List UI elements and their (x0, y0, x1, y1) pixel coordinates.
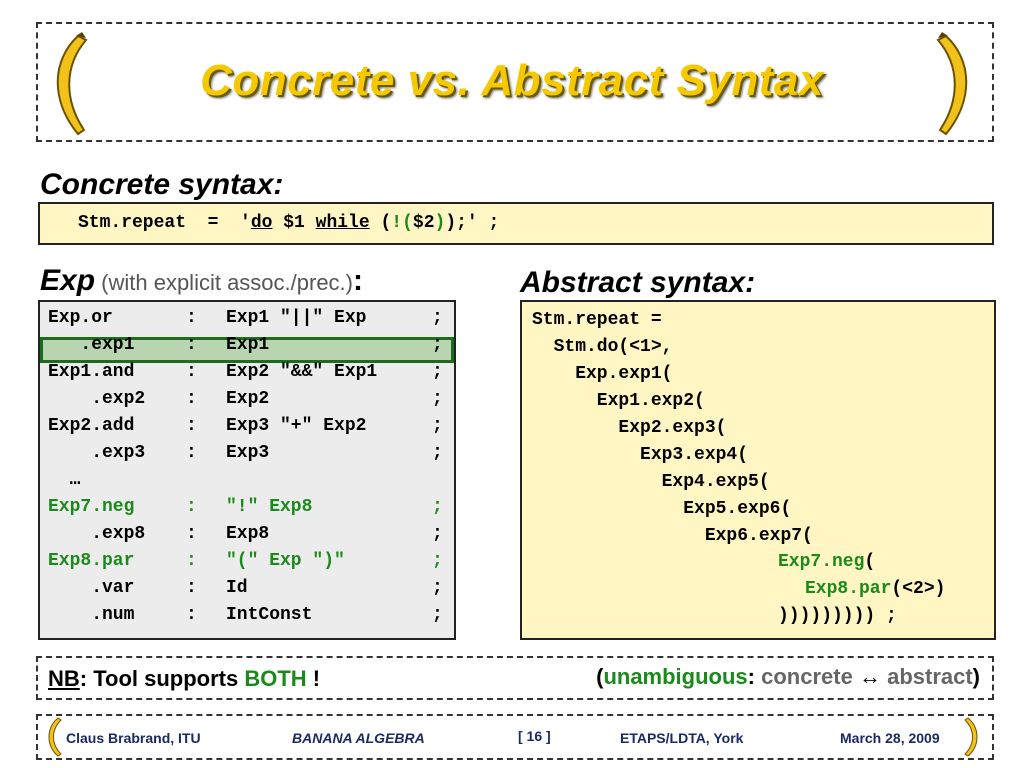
abstract-line: Exp1.exp2( (532, 391, 705, 411)
footer-left-banana-icon (42, 716, 64, 758)
grammar-row-rhs: "(" Exp ")" (226, 551, 345, 571)
paren-open: ( (596, 664, 604, 689)
grammar-row-label: .exp3 (48, 443, 146, 463)
grammar-row-rhs: Exp2 "&&" Exp1 (226, 362, 378, 382)
grammar-row-sep: : (186, 362, 197, 382)
footer-author: Claus Brabrand, ITU (66, 730, 201, 746)
grammar-row-label: Exp.or (48, 308, 113, 328)
abstract-closing-line: ))))))))) ; (778, 606, 897, 626)
abstract-line: Exp5.exp6( (532, 499, 792, 519)
footer-venue: ETAPS/LDTA, York (620, 730, 744, 746)
concrete-heading: Concrete syntax: (40, 168, 284, 201)
par-args: (<2>) (891, 579, 946, 599)
abstract-line: Exp.exp1( (532, 364, 673, 384)
abstract-line: Exp3.exp4( (532, 445, 749, 465)
grammar-row-rhs: Id (226, 578, 248, 598)
grammar-row-sep: : (186, 443, 197, 463)
grammar-row-end: ; (432, 605, 443, 625)
do-keyword: do (250, 213, 273, 233)
grammar-row-sep: : (186, 551, 197, 571)
nb-line (48, 666, 320, 692)
exp-heading (40, 264, 363, 298)
grammar-row-end: ; (432, 551, 443, 571)
grammar-row-end: ; (432, 416, 443, 436)
grammar-row-rhs: Exp2 (226, 389, 270, 409)
grammar-row-label: Exp2.add (48, 416, 135, 436)
colon-text: : (747, 664, 762, 689)
abstract-line: Exp2.exp3( (532, 418, 727, 438)
grammar-row-sep: : (186, 605, 197, 625)
grammar-row-label: .exp8 (48, 524, 146, 544)
grammar-row-rhs: Exp3 "+" Exp2 (226, 416, 367, 436)
footer-date: March 28, 2009 (840, 730, 940, 746)
code-text: Stm.repeat = ' (78, 213, 251, 233)
concrete-text: concrete (761, 664, 853, 689)
abstract-neg-line (778, 552, 875, 572)
code-arg: $2 (412, 213, 435, 233)
nb-right (596, 664, 980, 690)
grammar-row-end: ; (432, 497, 443, 517)
grammar-row-rhs: Exp8 (226, 524, 270, 544)
nb-label: NB (48, 666, 80, 691)
abstract-heading: Abstract syntax: (520, 266, 756, 299)
exp-heading-note: (with explicit assoc./prec.) (95, 270, 353, 295)
grammar-row-sep: : (186, 335, 197, 355)
paren-close: ) (972, 664, 980, 689)
exp-heading-colon: : (353, 264, 363, 297)
abstract-box (520, 300, 996, 640)
unambiguous-text: unambiguous (603, 664, 748, 689)
grammar-row-label: … (48, 470, 81, 490)
grammar-row-end: ; (432, 308, 443, 328)
while-keyword: while (315, 213, 370, 233)
grammar-row-end: ; (432, 578, 443, 598)
footer-project: BANANA ALGEBRA (292, 730, 425, 746)
nb-bang: ! (306, 666, 321, 691)
grammar-row-label: .exp1 (48, 335, 135, 355)
grammar-row-end: ; (432, 362, 443, 382)
grammar-row-sep: : (186, 389, 197, 409)
abstract-line: Stm.do(<1>, (532, 337, 673, 357)
both-text: BOTH (244, 666, 307, 691)
grammar-row-label: .var (48, 578, 135, 598)
grammar-row-label: Exp7.neg (48, 497, 135, 517)
grammar-row-label: Exp8.par (48, 551, 135, 571)
grammar-row-label: .exp2 (48, 389, 146, 409)
neg-operator: ! (391, 213, 403, 233)
code-text: );' ; (445, 213, 500, 233)
grammar-row-rhs: Exp1 "||" Exp (226, 308, 367, 328)
concrete-code-box (38, 202, 994, 245)
exp8-par: Exp8.par (805, 579, 892, 599)
footer-page: [ 16 ] (518, 728, 551, 744)
code-text: $1 (272, 213, 316, 233)
grammar-row-sep: : (186, 524, 197, 544)
grammar-row-sep: : (186, 578, 197, 598)
abstract-par-line (805, 579, 945, 599)
abstract-line: Exp4.exp5( (532, 472, 770, 492)
grammar-row-end: ; (432, 524, 443, 544)
nb-text: : Tool supports (79, 666, 245, 691)
abstract-line: Exp6.exp7( (532, 526, 813, 546)
paren-open: ( (402, 213, 413, 233)
grammar-row-label: Exp1.and (48, 362, 135, 382)
exp-heading-bold: Exp (40, 264, 96, 297)
paren-close: ) (434, 213, 446, 233)
neg-paren: ( (864, 552, 876, 572)
grammar-row-sep: : (186, 308, 197, 328)
grammar-row-end: ; (432, 389, 443, 409)
exp7-neg: Exp7.neg (778, 552, 865, 572)
footer-right-banana-icon (962, 716, 984, 758)
grammar-row-rhs: IntConst (226, 605, 313, 625)
grammar-row-rhs: Exp3 (226, 443, 270, 463)
arrow-icon: ↔ (858, 664, 881, 689)
abstract-line: Stm.repeat = (532, 310, 662, 330)
grammar-row-rhs: Exp1 (226, 335, 270, 355)
slide-title: Concrete vs. Abstract Syntax (200, 56, 824, 105)
grammar-row-end: ; (432, 443, 443, 463)
grammar-row-rhs: "!" Exp8 (226, 497, 313, 517)
grammar-row-sep: : (186, 497, 197, 517)
concrete-code-line (78, 213, 499, 233)
grammar-row-end: ; (432, 335, 443, 355)
grammar-row-label: .num (48, 605, 135, 625)
code-text: ( (369, 213, 392, 233)
abstract-text: abstract (887, 664, 973, 689)
grammar-row-sep: : (186, 416, 197, 436)
